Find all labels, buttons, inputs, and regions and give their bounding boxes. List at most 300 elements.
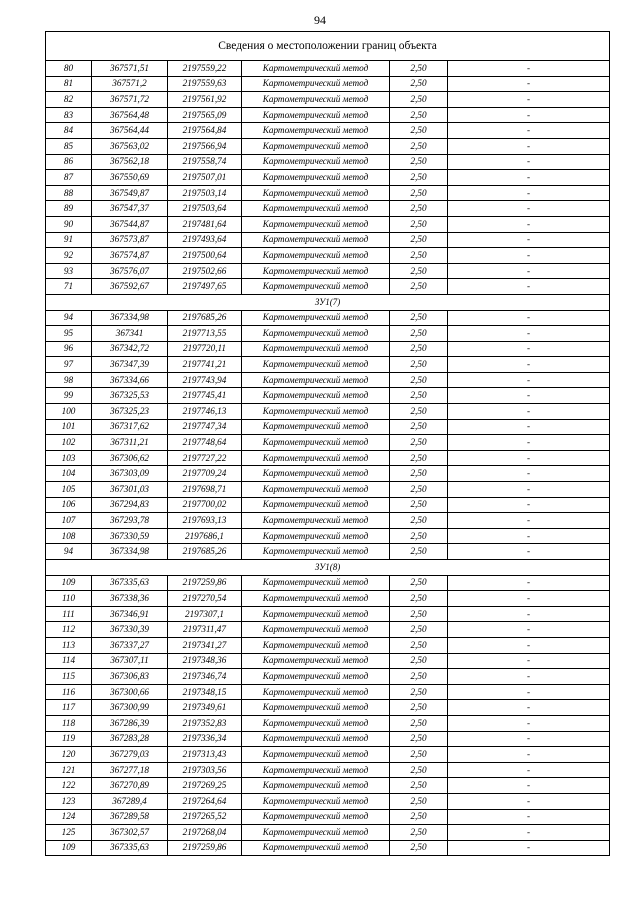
method-cell: Картометрический метод — [242, 170, 390, 186]
x-coordinate-cell: 367325,53 — [92, 388, 168, 404]
accuracy-cell: 2,50 — [390, 388, 448, 404]
method-cell: Картометрический метод — [242, 61, 390, 77]
description-cell: - — [448, 637, 610, 653]
y-coordinate-cell: 2197741,21 — [168, 357, 242, 373]
y-coordinate-cell: 2197265,52 — [168, 809, 242, 825]
method-cell: Картометрический метод — [242, 372, 390, 388]
description-cell: - — [448, 591, 610, 607]
point-number-cell: 92 — [46, 248, 92, 264]
method-cell: Картометрический метод — [242, 76, 390, 92]
point-number-cell: 85 — [46, 138, 92, 154]
point-number-cell: 71 — [46, 279, 92, 295]
table-row — [46, 513, 610, 529]
description-cell: - — [448, 419, 610, 435]
description-cell: - — [448, 216, 610, 232]
description-cell: - — [448, 497, 610, 513]
accuracy-cell: 2,50 — [390, 419, 448, 435]
method-cell: Картометрический метод — [242, 731, 390, 747]
table-row — [46, 591, 610, 607]
table-row — [46, 747, 610, 763]
table-row — [46, 778, 610, 794]
table-row — [46, 840, 610, 856]
table-row — [46, 435, 610, 451]
method-cell: Картометрический метод — [242, 341, 390, 357]
accuracy-cell: 2,50 — [390, 513, 448, 529]
description-cell: - — [448, 201, 610, 217]
point-number-cell: 113 — [46, 637, 92, 653]
x-coordinate-cell: 367335,63 — [92, 840, 168, 856]
x-coordinate-cell: 367311,21 — [92, 435, 168, 451]
accuracy-cell: 2,50 — [390, 138, 448, 154]
method-cell: Картометрический метод — [242, 715, 390, 731]
table-row — [46, 310, 610, 326]
table-title: Сведения о местоположении границ объекта — [46, 32, 610, 61]
method-cell: Картометрический метод — [242, 544, 390, 560]
accuracy-cell: 2,50 — [390, 840, 448, 856]
description-cell: - — [448, 606, 610, 622]
method-cell: Картометрический метод — [242, 793, 390, 809]
method-cell: Картометрический метод — [242, 637, 390, 653]
x-coordinate-cell: 367289,58 — [92, 809, 168, 825]
point-number-cell: 103 — [46, 450, 92, 466]
description-cell: - — [448, 450, 610, 466]
x-coordinate-cell: 367302,57 — [92, 825, 168, 841]
method-cell: Картометрический метод — [242, 404, 390, 420]
y-coordinate-cell: 2197270,54 — [168, 591, 242, 607]
method-cell: Картометрический метод — [242, 435, 390, 451]
x-coordinate-cell: 367334,66 — [92, 372, 168, 388]
method-cell: Картометрический метод — [242, 201, 390, 217]
point-number-cell: 94 — [46, 310, 92, 326]
table-row — [46, 653, 610, 669]
table-row — [46, 232, 610, 248]
description-cell: - — [448, 528, 610, 544]
accuracy-cell: 2,50 — [390, 622, 448, 638]
table-row — [46, 622, 610, 638]
x-coordinate-cell: 367576,07 — [92, 263, 168, 279]
point-number-cell: 104 — [46, 466, 92, 482]
point-number-cell: 84 — [46, 123, 92, 139]
description-cell: - — [448, 107, 610, 123]
accuracy-cell: 2,50 — [390, 653, 448, 669]
table-row — [46, 372, 610, 388]
y-coordinate-cell: 2197502,66 — [168, 263, 242, 279]
table-row — [46, 637, 610, 653]
x-coordinate-cell: 367277,18 — [92, 762, 168, 778]
y-coordinate-cell: 2197561,92 — [168, 92, 242, 108]
description-cell: - — [448, 154, 610, 170]
y-coordinate-cell: 2197313,43 — [168, 747, 242, 763]
y-coordinate-cell: 2197698,71 — [168, 482, 242, 498]
point-number-cell: 109 — [46, 840, 92, 856]
accuracy-cell: 2,50 — [390, 76, 448, 92]
table-row — [46, 466, 610, 482]
y-coordinate-cell: 2197559,22 — [168, 61, 242, 77]
accuracy-cell: 2,50 — [390, 154, 448, 170]
point-number-cell: 80 — [46, 61, 92, 77]
method-cell: Картометрический метод — [242, 762, 390, 778]
point-number-cell: 82 — [46, 92, 92, 108]
description-cell: - — [448, 341, 610, 357]
method-cell: Картометрический метод — [242, 357, 390, 373]
point-number-cell: 118 — [46, 715, 92, 731]
method-cell: Картометрический метод — [242, 482, 390, 498]
section-header-row — [46, 560, 610, 576]
accuracy-cell: 2,50 — [390, 747, 448, 763]
y-coordinate-cell: 2197693,13 — [168, 513, 242, 529]
accuracy-cell: 2,50 — [390, 232, 448, 248]
table-row — [46, 419, 610, 435]
x-coordinate-cell: 367306,83 — [92, 669, 168, 685]
method-cell: Картометрический метод — [242, 653, 390, 669]
accuracy-cell: 2,50 — [390, 61, 448, 77]
y-coordinate-cell: 2197503,14 — [168, 185, 242, 201]
table-row — [46, 731, 610, 747]
y-coordinate-cell: 2197348,15 — [168, 684, 242, 700]
y-coordinate-cell: 2197307,1 — [168, 606, 242, 622]
method-cell: Картометрический метод — [242, 216, 390, 232]
accuracy-cell: 2,50 — [390, 544, 448, 560]
point-number-cell: 88 — [46, 185, 92, 201]
table-row — [46, 107, 610, 123]
method-cell: Картометрический метод — [242, 248, 390, 264]
x-coordinate-cell: 367325,23 — [92, 404, 168, 420]
y-coordinate-cell: 2197686,1 — [168, 528, 242, 544]
y-coordinate-cell: 2197481,64 — [168, 216, 242, 232]
table-row — [46, 357, 610, 373]
table-row — [46, 61, 610, 77]
table-row — [46, 263, 610, 279]
y-coordinate-cell: 2197566,94 — [168, 138, 242, 154]
point-number-cell: 109 — [46, 575, 92, 591]
y-coordinate-cell: 2197700,02 — [168, 497, 242, 513]
table-row — [46, 138, 610, 154]
description-cell: - — [448, 669, 610, 685]
point-number-cell: 110 — [46, 591, 92, 607]
x-coordinate-cell: 367550,69 — [92, 170, 168, 186]
y-coordinate-cell: 2197346,74 — [168, 669, 242, 685]
accuracy-cell: 2,50 — [390, 778, 448, 794]
x-coordinate-cell: 367338,36 — [92, 591, 168, 607]
description-cell: - — [448, 700, 610, 716]
method-cell: Картометрический метод — [242, 466, 390, 482]
x-coordinate-cell: 367303,09 — [92, 466, 168, 482]
y-coordinate-cell: 2197685,26 — [168, 310, 242, 326]
table-row — [46, 170, 610, 186]
x-coordinate-cell: 367562,18 — [92, 154, 168, 170]
description-cell: - — [448, 138, 610, 154]
method-cell: Картометрический метод — [242, 778, 390, 794]
description-cell: - — [448, 731, 610, 747]
x-coordinate-cell: 367279,03 — [92, 747, 168, 763]
method-cell: Картометрический метод — [242, 92, 390, 108]
method-cell: Картометрический метод — [242, 809, 390, 825]
x-coordinate-cell: 367571,51 — [92, 61, 168, 77]
description-cell: - — [448, 840, 610, 856]
x-coordinate-cell: 367334,98 — [92, 310, 168, 326]
y-coordinate-cell: 2197497,65 — [168, 279, 242, 295]
point-number-cell: 99 — [46, 388, 92, 404]
point-number-cell: 91 — [46, 232, 92, 248]
accuracy-cell: 2,50 — [390, 107, 448, 123]
point-number-cell: 105 — [46, 482, 92, 498]
accuracy-cell: 2,50 — [390, 466, 448, 482]
description-cell: - — [448, 372, 610, 388]
description-cell: - — [448, 388, 610, 404]
description-cell: - — [448, 310, 610, 326]
y-coordinate-cell: 2197303,56 — [168, 762, 242, 778]
table-row — [46, 92, 610, 108]
description-cell: - — [448, 76, 610, 92]
description-cell: - — [448, 170, 610, 186]
point-number-cell: 120 — [46, 747, 92, 763]
section-label: ЗУ1(7) — [46, 294, 610, 310]
y-coordinate-cell: 2197558,74 — [168, 154, 242, 170]
point-number-cell: 107 — [46, 513, 92, 529]
accuracy-cell: 2,50 — [390, 92, 448, 108]
point-number-cell: 97 — [46, 357, 92, 373]
description-cell: - — [448, 185, 610, 201]
x-coordinate-cell: 367283,28 — [92, 731, 168, 747]
y-coordinate-cell: 2197264,64 — [168, 793, 242, 809]
method-cell: Картометрический метод — [242, 107, 390, 123]
description-cell: - — [448, 123, 610, 139]
table-row — [46, 497, 610, 513]
method-cell: Картометрический метод — [242, 497, 390, 513]
method-cell: Картометрический метод — [242, 575, 390, 591]
table-row — [46, 123, 610, 139]
description-cell: - — [448, 279, 610, 295]
x-coordinate-cell: 367573,87 — [92, 232, 168, 248]
y-coordinate-cell: 2197311,47 — [168, 622, 242, 638]
x-coordinate-cell: 367330,39 — [92, 622, 168, 638]
table-row — [46, 154, 610, 170]
y-coordinate-cell: 2197259,86 — [168, 840, 242, 856]
method-cell: Картометрический метод — [242, 591, 390, 607]
point-number-cell: 117 — [46, 700, 92, 716]
point-number-cell: 81 — [46, 76, 92, 92]
description-cell: - — [448, 466, 610, 482]
description-cell: - — [448, 747, 610, 763]
accuracy-cell: 2,50 — [390, 497, 448, 513]
point-number-cell: 93 — [46, 263, 92, 279]
x-coordinate-cell: 367341 — [92, 326, 168, 342]
accuracy-cell: 2,50 — [390, 216, 448, 232]
point-number-cell: 83 — [46, 107, 92, 123]
y-coordinate-cell: 2197565,09 — [168, 107, 242, 123]
accuracy-cell: 2,50 — [390, 263, 448, 279]
table-row — [46, 700, 610, 716]
x-coordinate-cell: 367563,02 — [92, 138, 168, 154]
x-coordinate-cell: 367347,39 — [92, 357, 168, 373]
y-coordinate-cell: 2197720,11 — [168, 341, 242, 357]
description-cell: - — [448, 92, 610, 108]
method-cell: Картометрический метод — [242, 700, 390, 716]
accuracy-cell: 2,50 — [390, 575, 448, 591]
description-cell: - — [448, 404, 610, 420]
y-coordinate-cell: 2197685,26 — [168, 544, 242, 560]
y-coordinate-cell: 2197745,41 — [168, 388, 242, 404]
y-coordinate-cell: 2197507,01 — [168, 170, 242, 186]
method-cell: Картометрический метод — [242, 326, 390, 342]
accuracy-cell: 2,50 — [390, 762, 448, 778]
point-number-cell: 119 — [46, 731, 92, 747]
point-number-cell: 90 — [46, 216, 92, 232]
description-cell: - — [448, 61, 610, 77]
accuracy-cell: 2,50 — [390, 700, 448, 716]
point-number-cell: 114 — [46, 653, 92, 669]
method-cell: Картометрический метод — [242, 513, 390, 529]
description-cell: - — [448, 715, 610, 731]
point-number-cell: 108 — [46, 528, 92, 544]
table-row — [46, 404, 610, 420]
y-coordinate-cell: 2197268,04 — [168, 825, 242, 841]
description-cell: - — [448, 762, 610, 778]
description-cell: - — [448, 793, 610, 809]
description-cell: - — [448, 544, 610, 560]
y-coordinate-cell: 2197269,25 — [168, 778, 242, 794]
method-cell: Картометрический метод — [242, 684, 390, 700]
table-row — [46, 762, 610, 778]
method-cell: Картометрический метод — [242, 232, 390, 248]
accuracy-cell: 2,50 — [390, 310, 448, 326]
description-cell: - — [448, 809, 610, 825]
x-coordinate-cell: 367306,62 — [92, 450, 168, 466]
point-number-cell: 111 — [46, 606, 92, 622]
accuracy-cell: 2,50 — [390, 482, 448, 498]
y-coordinate-cell: 2197341,27 — [168, 637, 242, 653]
accuracy-cell: 2,50 — [390, 793, 448, 809]
accuracy-cell: 2,50 — [390, 185, 448, 201]
x-coordinate-cell: 367564,44 — [92, 123, 168, 139]
point-number-cell: 123 — [46, 793, 92, 809]
boundary-coordinates-table — [45, 31, 610, 856]
table-row — [46, 326, 610, 342]
table-row — [46, 450, 610, 466]
accuracy-cell: 2,50 — [390, 684, 448, 700]
x-coordinate-cell: 367544,87 — [92, 216, 168, 232]
table-row — [46, 76, 610, 92]
accuracy-cell: 2,50 — [390, 201, 448, 217]
table-row — [46, 684, 610, 700]
x-coordinate-cell: 367334,98 — [92, 544, 168, 560]
y-coordinate-cell: 2197748,64 — [168, 435, 242, 451]
method-cell: Картометрический метод — [242, 840, 390, 856]
table-row — [46, 185, 610, 201]
point-number-cell: 87 — [46, 170, 92, 186]
point-number-cell: 125 — [46, 825, 92, 841]
table-row — [46, 248, 610, 264]
x-coordinate-cell: 367592,67 — [92, 279, 168, 295]
y-coordinate-cell: 2197349,61 — [168, 700, 242, 716]
x-coordinate-cell: 367286,39 — [92, 715, 168, 731]
point-number-cell: 95 — [46, 326, 92, 342]
x-coordinate-cell: 367564,48 — [92, 107, 168, 123]
accuracy-cell: 2,50 — [390, 637, 448, 653]
x-coordinate-cell: 367294,83 — [92, 497, 168, 513]
method-cell: Картометрический метод — [242, 263, 390, 279]
x-coordinate-cell: 367270,89 — [92, 778, 168, 794]
accuracy-cell: 2,50 — [390, 591, 448, 607]
x-coordinate-cell: 367289,4 — [92, 793, 168, 809]
accuracy-cell: 2,50 — [390, 326, 448, 342]
accuracy-cell: 2,50 — [390, 123, 448, 139]
accuracy-cell: 2,50 — [390, 372, 448, 388]
table-title-row — [46, 32, 610, 61]
x-coordinate-cell: 367547,37 — [92, 201, 168, 217]
table-row — [46, 544, 610, 560]
y-coordinate-cell: 2197336,34 — [168, 731, 242, 747]
description-cell: - — [448, 778, 610, 794]
point-number-cell: 100 — [46, 404, 92, 420]
x-coordinate-cell: 367574,87 — [92, 248, 168, 264]
table-row — [46, 809, 610, 825]
method-cell: Картометрический метод — [242, 669, 390, 685]
table-row — [46, 606, 610, 622]
x-coordinate-cell: 367300,99 — [92, 700, 168, 716]
point-number-cell: 96 — [46, 341, 92, 357]
table-row — [46, 279, 610, 295]
description-cell: - — [448, 248, 610, 264]
description-cell: - — [448, 232, 610, 248]
method-cell: Картометрический метод — [242, 825, 390, 841]
method-cell: Картометрический метод — [242, 279, 390, 295]
accuracy-cell: 2,50 — [390, 825, 448, 841]
method-cell: Картометрический метод — [242, 528, 390, 544]
description-cell: - — [448, 482, 610, 498]
description-cell: - — [448, 653, 610, 669]
table-row — [46, 388, 610, 404]
x-coordinate-cell: 367342,72 — [92, 341, 168, 357]
x-coordinate-cell: 367571,2 — [92, 76, 168, 92]
description-cell: - — [448, 357, 610, 373]
accuracy-cell: 2,50 — [390, 809, 448, 825]
x-coordinate-cell: 367571,72 — [92, 92, 168, 108]
point-number-cell: 102 — [46, 435, 92, 451]
point-number-cell: 124 — [46, 809, 92, 825]
y-coordinate-cell: 2197713,55 — [168, 326, 242, 342]
accuracy-cell: 2,50 — [390, 669, 448, 685]
table-row — [46, 341, 610, 357]
point-number-cell: 121 — [46, 762, 92, 778]
description-cell: - — [448, 326, 610, 342]
point-number-cell: 116 — [46, 684, 92, 700]
y-coordinate-cell: 2197747,34 — [168, 419, 242, 435]
description-cell: - — [448, 622, 610, 638]
table-row — [46, 793, 610, 809]
description-cell: - — [448, 513, 610, 529]
description-cell: - — [448, 825, 610, 841]
y-coordinate-cell: 2197348,36 — [168, 653, 242, 669]
point-number-cell: 115 — [46, 669, 92, 685]
section-label: ЗУ1(8) — [46, 560, 610, 576]
accuracy-cell: 2,50 — [390, 435, 448, 451]
table-row — [46, 528, 610, 544]
accuracy-cell: 2,50 — [390, 341, 448, 357]
y-coordinate-cell: 2197352,83 — [168, 715, 242, 731]
method-cell: Картометрический метод — [242, 154, 390, 170]
method-cell: Картометрический метод — [242, 747, 390, 763]
point-number-cell: 98 — [46, 372, 92, 388]
method-cell: Картометрический метод — [242, 123, 390, 139]
y-coordinate-cell: 2197503,64 — [168, 201, 242, 217]
x-coordinate-cell: 367300,66 — [92, 684, 168, 700]
method-cell: Картометрический метод — [242, 450, 390, 466]
table-row — [46, 575, 610, 591]
accuracy-cell: 2,50 — [390, 404, 448, 420]
accuracy-cell: 2,50 — [390, 248, 448, 264]
y-coordinate-cell: 2197559,63 — [168, 76, 242, 92]
